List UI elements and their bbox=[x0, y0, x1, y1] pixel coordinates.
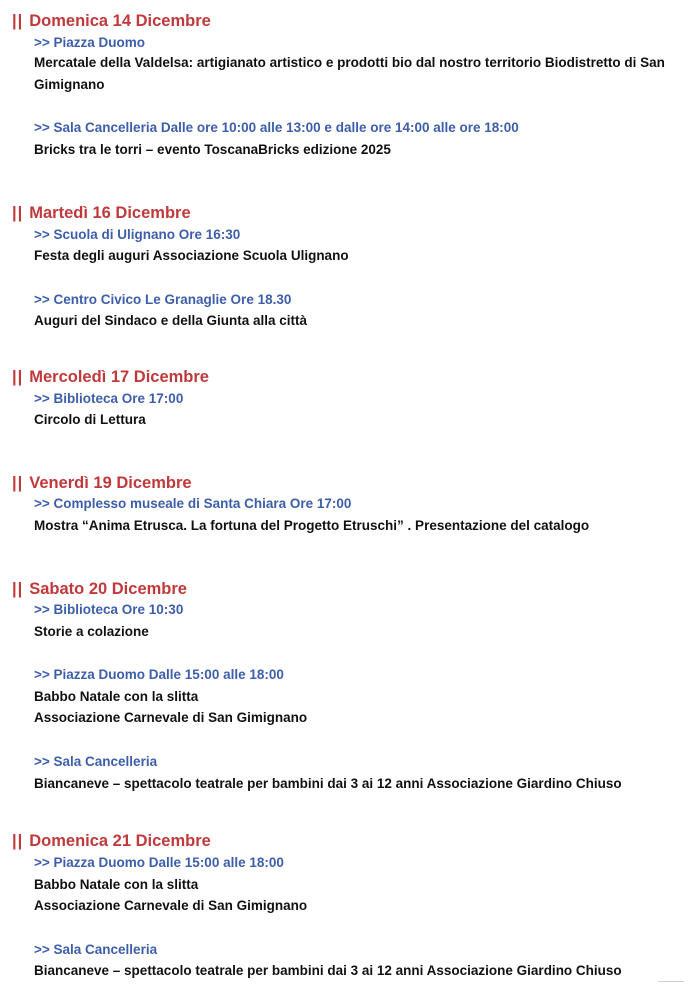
day-header bbox=[12, 579, 187, 599]
day-header bbox=[12, 203, 191, 223]
page-edge-divider bbox=[658, 981, 684, 984]
event-description: Mostra “Anima Etrusca. La fortuna del Progetto Etruschi” . Presentazione del catalogo bbox=[34, 518, 590, 533]
event-venue: >> Biblioteca Ore 17:00 bbox=[34, 391, 184, 406]
event-venue: >> Biblioteca Ore 10:30 bbox=[34, 602, 184, 617]
event-description: Biancaneve – spettacolo teatrale per bambini dai 3 ai 12 anni Associazione Giardino Chiuso bbox=[34, 963, 622, 978]
day-bars: || bbox=[12, 832, 24, 850]
event-venue: >> Scuola di Ulignano Ore 16:30 bbox=[34, 227, 241, 242]
event-venue: >> Sala Cancelleria bbox=[34, 754, 158, 769]
event-description: Bricks tra le torri – evento ToscanaBricks edizione 2025 bbox=[34, 142, 391, 157]
event-venue: >> Piazza Duomo bbox=[34, 35, 146, 50]
event-description: Biancaneve – spettacolo teatrale per bambini dai 3 ai 12 anni Associazione Giardino Chiuso bbox=[34, 776, 622, 791]
day-bars: || bbox=[12, 580, 24, 598]
event-description: Festa degli auguri Associazione Scuola Ulignano bbox=[34, 248, 349, 263]
day-header bbox=[12, 11, 211, 31]
day-bars: || bbox=[12, 368, 24, 386]
event-description: Auguri del Sindaco e della Giunta alla città bbox=[34, 313, 308, 328]
event-venue: >> Complesso museale di Santa Chiara Ore 17:00 bbox=[34, 496, 352, 511]
event-description: Babbo Natale con la slitta bbox=[34, 877, 199, 892]
day-date: Martedì 16 Dicembre bbox=[29, 204, 191, 222]
event-venue: >> Sala Cancelleria bbox=[34, 942, 158, 957]
day-header bbox=[12, 367, 209, 387]
day-date: Venerdì 19 Dicembre bbox=[29, 474, 192, 492]
day-bars: || bbox=[12, 12, 24, 30]
event-description: Associazione Carnevale di San Gimignano bbox=[34, 710, 308, 725]
event-description: Mercatale della Valdelsa: artigianato artistico e prodotti bio dal nostro territorio Biodistretto di San Gimignano bbox=[34, 55, 665, 92]
day-header bbox=[12, 831, 211, 851]
event-description: Babbo Natale con la slitta bbox=[34, 689, 199, 704]
day-bars: || bbox=[12, 474, 24, 492]
event-venue: >> Centro Civico Le Granaglie Ore 18.30 bbox=[34, 292, 292, 307]
day-date: Domenica 21 Dicembre bbox=[29, 832, 211, 850]
event-venue: >> Piazza Duomo Dalle 15:00 alle 18:00 bbox=[34, 667, 284, 682]
event-description: Storie a colazione bbox=[34, 624, 149, 639]
event-description: Associazione Carnevale di San Gimignano bbox=[34, 898, 308, 913]
day-header bbox=[12, 473, 192, 493]
event-description: Circolo di Lettura bbox=[34, 412, 146, 427]
event-venue: >> Sala Cancelleria Dalle ore 10:00 alle 13:00 e dalle ore 14:00 alle ore 18:00 bbox=[34, 120, 519, 135]
event-venue: >> Piazza Duomo Dalle 15:00 alle 18:00 bbox=[34, 855, 284, 870]
day-bars: || bbox=[12, 204, 24, 222]
day-date: Domenica 14 Dicembre bbox=[29, 12, 211, 30]
day-date: Sabato 20 Dicembre bbox=[29, 580, 187, 598]
day-date: Mercoledì 17 Dicembre bbox=[29, 368, 209, 386]
